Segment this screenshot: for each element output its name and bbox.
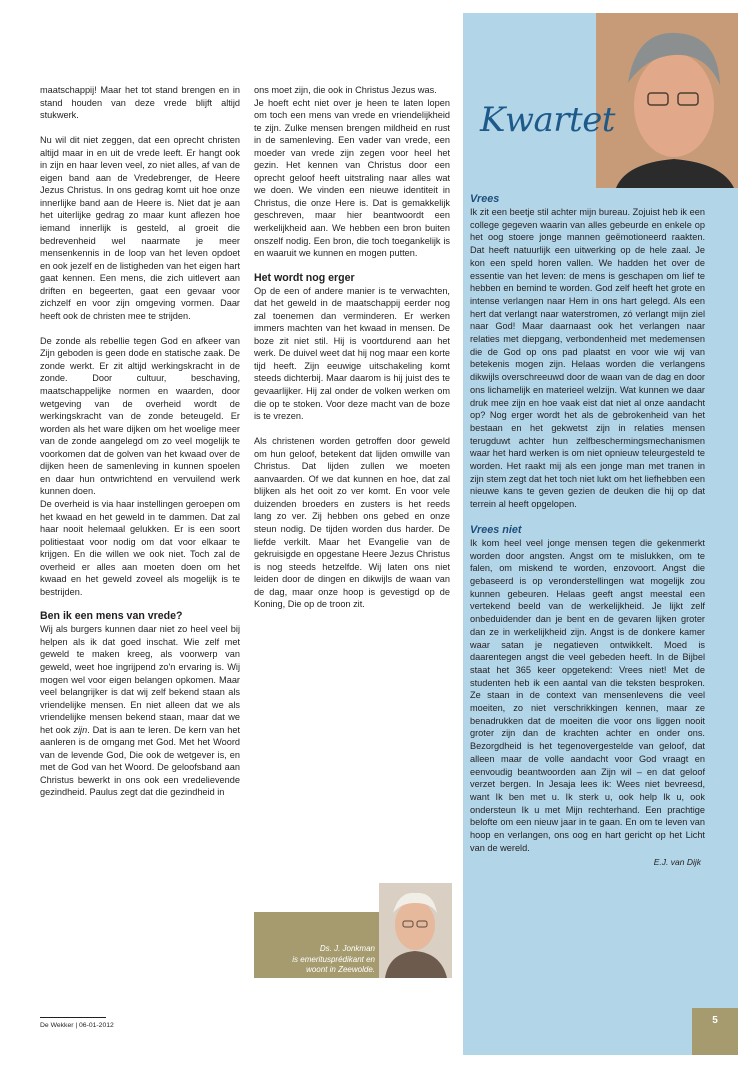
article-column-2 (254, 84, 450, 611)
footer-publication: De Wekker | 06-01-2012 (40, 1022, 114, 1029)
text-run: . Dat is aan te leren. De kern van het aanleren is de omgang met God. Met het Woord van de levende God, Die ook de wetgever is, en met de God van het Woord. De geloofsband aan Christus bewerkt in ons ook een vredelievende gezindheid. Paulus zegt dat die gezindheid in (40, 724, 240, 798)
author-name: Ds. J. Jonkman (319, 944, 375, 953)
section-heading: Ben ik een mens van vrede? (40, 610, 183, 623)
author-role: is emeritusprédikant en (292, 954, 375, 964)
text-run: Wij als burgers kunnen daar niet zo heel veel bij helpen als ik dat goed inschat. Wie zelf met geweld te maken kreeg, als voorwerp van geweld, weet hoe ingrijpend zo'n ervaring is. Wij mogen wel voor eigen belangen opkomen. Maar veel belangrijker is dat wij zelf bekend staan als vriendelijke mensen. En niet alleen dat we als vriendelijke mensen bekend staan, maar dat we het ook (40, 624, 240, 735)
columnist-portrait-illustration (596, 13, 738, 188)
sidebar-title: Kwartet (480, 100, 615, 140)
paragraph: Je hoeft echt niet over je heen te laten lopen om toch een mens van vrede en vriendelijkheid te zijn. Zulke mensen brengen mildheid en rust in de samenleving. Een vader van vrede, een moeder van vrede zijn zegen voor heel het gezin. Het kennen van Christus door een oprecht geloof heeft uitstraling naar alles wat we doen. We vinden een nieuwe identiteit in Christus, die onze Here is. Dat is gemakkelijk geschreven, maar hier beantwoordt een werkelijkheid aan. We hebben een bron buiten onszelf nodig. Een bron, die toch toegankelijk is en waaruit we kunnen en mogen putten. (254, 97, 450, 259)
paragraph: ons moet zijn, die ook in Christus Jezus was. (254, 85, 437, 95)
footer-divider (40, 1017, 106, 1018)
paragraph: De zonde als rebellie tegen God en afkeer van Zijn geboden is geen dode en statische zaak. De zonde werkt. Er zit altijd werkingskracht in de zonde. Door cultuur, beschaving, maatschappelijke normen en waarden, door wetgeving van de overheid wordt de werkingskracht van de zonde beteugeld. Er worden als het ware dijken om het woelige meer van de zonde aangelegd om zo veel mogelijk te voorkomen dat de golven van het kwaad over de dijken heen de samenleving in kunnen spoelen en daar hun ontwrichtend en vervuilend werk kunnen doen. (40, 335, 240, 497)
sidebar-paragraph: Ik kom heel veel jonge mensen tegen die gekenmerkt worden door angsten. Angst om te mislukken, om te falen, om miskend te worden, enzovoort. Angst die gebaseerd is op veronderstellingen wat mogelijk zou kunnen gebeuren. Helaas geeft angst meestal een vertekend beeld van de werkelijkheid. Je lijkt zelf onbeduidender dan je bent en de gevaren lijken groter dan ze in werkelijkheid zijn. Angst is de donkere kamer waar satan je negatieven ontwikkelt. Moed is daarentegen angst die veel gebeden heeft. In de Bijbel staat het 365 keer opgetekend: Vrees niet! Met de studenten heb ik een aantal van die teksten besproken. Ze staan in de context van mensenlevens die veel moeiten, zo niet verschrikkingen kennen, maar ze benadrukken dat de moeiten die voor ons liggen nooit groter zijn dan de krachten achter en onder ons. Bezorgdheid is het tegenovergestelde van geloof, dat alleen maar de volle aandacht voor God vraagt en eenvoudig beantwoorden aan Zijn wil – en dat geloof verzet bergen. In Jesaja lees ik: Wees niet bevreesd, want Ik ben met u. Ik sterk u, ook help Ik u, ook ondersteun Ik u met Mijn rechterhand. Een prachtige belofte om een nieuw jaar in te gaan. En om te leven van hoop en verlangen, ons oog en hart gericht op het Licht van de wereld. (470, 537, 705, 853)
author-caption (258, 944, 375, 976)
sidebar-signature: E.J. van Dijk (653, 857, 701, 868)
sidebar-heading: Vrees niet (470, 523, 522, 536)
columnist-photo (596, 13, 738, 188)
section-heading: Het wordt nog erger (254, 271, 355, 284)
sidebar-column (470, 193, 705, 869)
paragraph: Als christenen worden getroffen door geweld om hun geloof, betekent dat lijden omwille van Christus. Dat lijden zullen we moeten aanvaarden. Of we dat kunnen en hoe, dat zal blijken als het ooit zo ver komt. En voor vele duizenden broeders en zusters is het reeds lang zo ver. Zij hebben ons gebed en onze steun nodig. De tijden worden dus harder. De liefde verkilt. Maar het Evangelie van de gekruisigde en opgestane Heere Jezus Christus is nog steeds hetzelfde. Wij laten ons niet leiden door de dingen en dikwijls de waan van de dag, maar onze hoop is gevestigd op de Koning, Die op de troon zit. (254, 436, 450, 610)
article-column-1 (40, 84, 240, 799)
author-photo (379, 883, 452, 978)
sidebar-paragraph: Ik zit een beetje stil achter mijn bureau. Zojuist heb ik een college gegeven waarin van alles gebeurde en enkele op het oog stoere jonge mannen geëmotioneerd raakten. Dat heeft natuurlijk een uitwerking op de hele zaal. Je kon een speld horen vallen. We hadden het over de essentie van het leven: de mens is geschapen om lief te hebben en bemind te worden. God zelf heeft het grote en intense verlangen naar Hem in ons hart gelegd. Als een hert dat verlangt naar waterstromen, zó verlangt mijn ziel naar God! Maar daarnaast ook het verlangen naar relaties met diepgang, verbondenheid met medemensen die de God op ons pad plaatst en voor wie wij van betekenis mogen zijn. Helaas worden die verlangens dikwijls overschreeuwd door de waan van de dag en door ons lichamelijk en materieel welzijn. Wat kunnen we daar druk mee zijn en hoe vaak eist dat niet al onze aandacht op? Nog erger wordt het als de gebrokenheid van het bestaan en het gekwetst zijn in relaties mensen terugduwt achter hun zelfbeschermingsmechanismen waar het hard werken is om niet opnieuw teleurgesteld te worden. Het raakt mij als een jonge man met tranen in zijn stem zegt dat het toch niet lukt om het liefhebben een nieuwe kans te geven gezien de deuken die hij op dat terrein al heeft opgelopen. (470, 207, 705, 510)
paragraph: Nu wil dit niet zeggen, dat een oprecht christen altijd maar in en uit de vrede leeft. Er hangt ook in zijn en haar leven veel, zo niet alles, af van de eigen band aan de Vredebrenger, de Heere Jezus Christus. In ons gedrag komt uit hoe onze innerlijke band aan de Heere is. Niet dat je aan het uiterlijke gedrag zo maar kunt aflezen hoe iemand innerlijk is gesteld, al groeit die bedrevenheid wel naarmate je meer mensenkennis in de loop van het leven opdoet en ook jezelf en de listigheden van het eigen hart gaat kennen. Een mens, die zich uitlevert aan driften en begeerten, gaat een gevaar voor zichzelf en voor zijn omgeving vormen. Daar heeft ook de christen mee te strijden. (40, 135, 240, 321)
emphasis-word: zijn (73, 724, 88, 735)
sidebar-heading: Vrees (470, 193, 500, 205)
paragraph: maatschappij! Maar het tot stand brengen en in stand houden van deze vrede blijft altijd stukwerk. (40, 85, 240, 121)
paragraph: De overheid is via haar instellingen geroepen om het kwaad en het geweld in te dammen. Dat zal haar nooit helemaal gelukken. Er is een soort politiestaat voor nodig om dat voor elkaar te krijgen. En die willen we ook niet. Toch zal de overheid er alles aan moeten doen om het kwaad en het geweld zoveel als mogelijk is te bestrijden. (40, 498, 240, 597)
author-location: woont in Zeewolde. (306, 965, 375, 974)
paragraph (40, 623, 240, 799)
author-portrait-illustration (379, 883, 452, 978)
page-number: 5 (712, 1015, 718, 1026)
paragraph: Op de een of andere manier is te verwachten, dat het geweld in de maatschappij eerder nog zal toenemen dan verminderen. Er werken immers machten van het kwaad in mensen. De boze zit niet stil. Hij is voortdurend aan het werk. De duivel weet dat hij nog maar een korte tijd heeft. Zijn eeuwige uitschakeling komt steeds dichterbij. Maar daarom is hij juist des te gevaarlijker. Hij zal onder de volken werken om die op te stoken. Voor deze macht van de boze is te vrezen. (254, 285, 450, 422)
